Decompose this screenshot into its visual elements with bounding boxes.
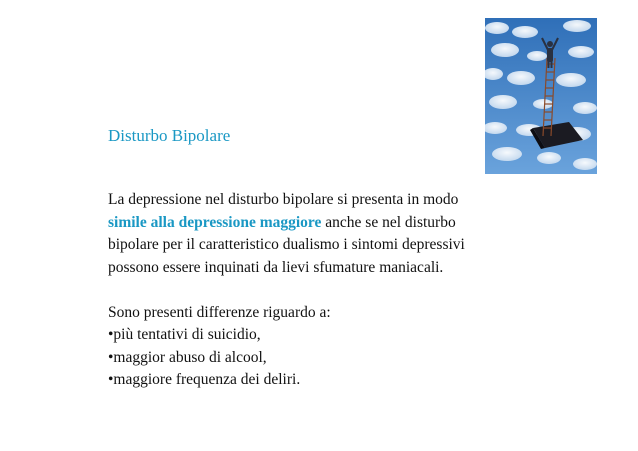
slide-body	[108, 189, 548, 392]
paragraph-line: bipolare per il caratteristico dualismo i sintomi depressivi	[108, 236, 465, 253]
paragraph-line: possono essere inquinati da lievi sfumature maniacali.	[108, 258, 444, 276]
paragraph-line: La depressione nel disturbo bipolare si presenta in modo	[108, 191, 459, 208]
differences-list	[108, 324, 548, 392]
paragraph-line	[108, 212, 548, 235]
differences-intro: Sono presenti differenze riguardo a:	[108, 303, 331, 321]
man-on-ladder-in-clouds-illustration	[485, 18, 597, 174]
list-item: •maggior abuso di alcool,	[108, 348, 267, 366]
highlighted-phrase: simile alla depressione maggiore	[108, 213, 322, 231]
slide-title: Disturbo Bipolare	[108, 126, 231, 145]
paragraph-line-rest: anche se nel disturbo	[321, 213, 456, 231]
list-item: •più tentativi di suicidio,	[108, 326, 261, 343]
paragraph-spacer	[108, 279, 548, 302]
list-item: •maggiore frequenza dei deliri.	[108, 371, 301, 388]
